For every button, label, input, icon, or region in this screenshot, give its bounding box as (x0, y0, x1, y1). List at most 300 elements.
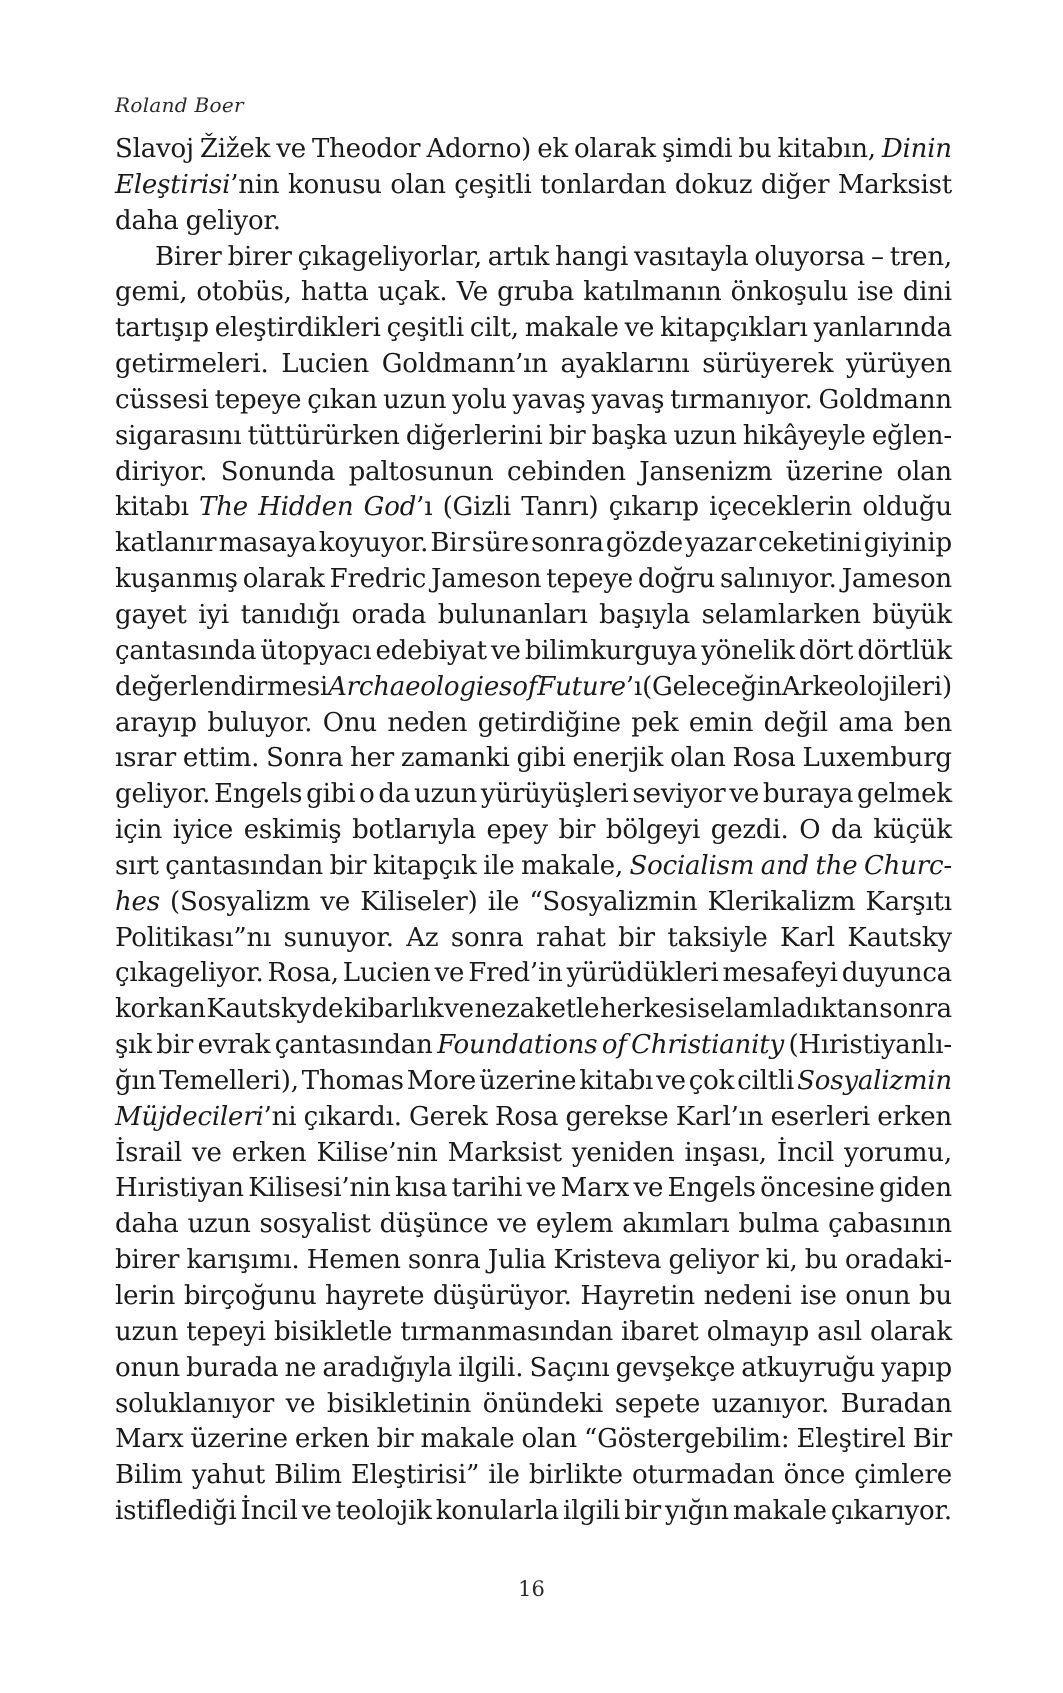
word (540, 168, 666, 204)
word (838, 168, 952, 204)
word (488, 1458, 519, 1494)
word (406, 419, 543, 455)
word (537, 670, 642, 706)
text-run: gayet (115, 599, 187, 630)
word (483, 1387, 603, 1423)
word (667, 921, 767, 957)
text-run: bulma (738, 1209, 820, 1240)
text-run: ve (491, 635, 521, 666)
word (864, 526, 952, 562)
text-line (115, 240, 952, 276)
text-line (115, 992, 952, 1028)
text-line (115, 1243, 952, 1279)
word (344, 992, 443, 1028)
word (352, 813, 476, 849)
text-run: Goldmann (818, 384, 952, 415)
text-run: Kilisesi’nin (248, 1173, 391, 1204)
italic-text: Hidden (258, 492, 354, 523)
word (854, 1458, 952, 1494)
text-line (115, 741, 952, 777)
text-run: koyuyor. (318, 528, 429, 559)
text-run: Bir (430, 528, 470, 559)
text-run: Slavoj (115, 134, 194, 164)
word (846, 347, 952, 383)
text-line (115, 1136, 952, 1172)
text-run: Bilim (115, 1460, 183, 1491)
text-run: hikâyeyle (742, 420, 866, 451)
word (606, 526, 683, 562)
text-run: başıyla (599, 599, 691, 630)
word (115, 1100, 296, 1136)
word (274, 1315, 392, 1351)
word (186, 204, 281, 240)
text-run: ki, (765, 1245, 798, 1276)
text-run: geliyor (668, 1245, 759, 1276)
word (513, 383, 586, 419)
word (584, 1422, 789, 1458)
word (438, 598, 588, 634)
word (115, 1494, 236, 1530)
word (761, 849, 809, 885)
text-run: ütopyacı (260, 635, 372, 666)
text-run: Fred’in (468, 958, 563, 989)
text-run: Hayretin (580, 1281, 695, 1311)
word (328, 670, 512, 706)
word (115, 526, 216, 562)
word (330, 849, 367, 885)
text-run: çantasından (274, 1030, 433, 1061)
text-run: yürüyüşleri (480, 779, 629, 810)
text-run: çıkageliyor. (115, 958, 264, 989)
word (625, 311, 655, 347)
word (497, 1207, 527, 1243)
word (817, 1315, 862, 1351)
text-run: ile (488, 1460, 520, 1491)
text-run: Engels (667, 1173, 756, 1204)
word (435, 956, 465, 992)
word (488, 885, 519, 921)
word (378, 777, 410, 813)
text-run: getirmeleri. (115, 349, 269, 380)
text-run: zamanki (400, 743, 510, 774)
text-run: yürüdükleri (566, 958, 719, 989)
word (872, 419, 952, 455)
text-run: ğın (115, 1065, 157, 1096)
word (743, 419, 866, 455)
word (738, 132, 771, 168)
text-run: eserleri (770, 1101, 870, 1132)
word (803, 741, 952, 777)
text-line (115, 956, 952, 992)
word (284, 921, 394, 957)
word (799, 813, 820, 849)
text-run: Politikası”nı (115, 922, 272, 953)
text-run: iyi (198, 599, 229, 630)
text-run: Rosa, (267, 958, 339, 989)
text-run: de (311, 994, 344, 1025)
word (631, 1028, 784, 1064)
word (430, 526, 469, 562)
text-line (115, 670, 952, 706)
word (184, 1279, 317, 1315)
text-run: olmayıp (706, 1316, 810, 1347)
word (350, 741, 394, 777)
word (574, 132, 656, 168)
text-run: ve (320, 886, 351, 917)
text-run: giden (879, 1173, 952, 1204)
text-run: hayrete (325, 1281, 425, 1311)
word (115, 956, 264, 992)
text-run: uçak. (377, 277, 448, 308)
word (199, 490, 248, 526)
text-run: çantasında (115, 635, 257, 666)
text-run: ibaret (621, 1316, 699, 1347)
text-run: olarak (869, 1316, 952, 1347)
text-run: yanlarında (813, 313, 952, 344)
word (701, 634, 794, 670)
word (786, 455, 883, 491)
word (606, 813, 700, 849)
word (215, 311, 381, 347)
text-run: eylem (535, 1209, 614, 1240)
text-run: mesafeyi (722, 958, 838, 989)
word (879, 1171, 952, 1207)
text-run: yavaş (591, 384, 665, 415)
word (862, 490, 952, 526)
text-line (115, 1458, 952, 1494)
text-run: Arkeolojileri) (781, 671, 952, 702)
text-run: getirdiğine (477, 707, 621, 738)
word (343, 956, 431, 992)
word (241, 598, 340, 634)
text-run: Marksist (837, 169, 952, 200)
word (866, 885, 952, 921)
word (632, 777, 725, 813)
word (844, 1136, 952, 1172)
text-run: nedeni (703, 1281, 792, 1311)
word (349, 455, 494, 491)
word (845, 1243, 952, 1279)
running-header-author: Roland Boer (115, 93, 244, 117)
text-run: gibi (516, 743, 566, 774)
word (304, 1100, 402, 1136)
text-run: tepeye (214, 384, 302, 415)
word (707, 1315, 809, 1351)
text-run: ne (284, 1352, 317, 1383)
text-run: Karl (780, 922, 835, 953)
word (780, 921, 835, 957)
word (805, 1243, 838, 1279)
word (741, 1351, 875, 1387)
text-run: çeşitli (386, 313, 464, 344)
word (243, 562, 325, 598)
text-run: Kristeva (553, 1245, 662, 1276)
word (495, 1100, 558, 1136)
text-run: çıkardı. (303, 1101, 402, 1132)
word (782, 670, 952, 706)
text-run: büyük (872, 599, 952, 630)
word (186, 1351, 278, 1387)
text-run: olan (521, 1424, 577, 1455)
word (115, 1279, 175, 1315)
word (704, 1279, 792, 1315)
word (919, 1279, 952, 1315)
word (879, 992, 952, 1028)
text-run: da (378, 779, 411, 810)
word (407, 1064, 476, 1100)
text-run: Goldmann’ın (381, 349, 548, 380)
text-run: olan (896, 456, 952, 487)
word (656, 1064, 686, 1100)
word (390, 168, 445, 204)
text-run: konusu (288, 169, 382, 200)
text-run: gezdi. (710, 815, 789, 846)
text-run: tırmanıyor. (670, 384, 813, 415)
word (115, 813, 162, 849)
word (580, 1279, 695, 1315)
word (115, 311, 209, 347)
text-run: masaya (218, 528, 317, 559)
text-run: ceketini (758, 528, 862, 559)
text-run: bir (624, 1496, 661, 1527)
text-run: Kiliseler) (360, 886, 478, 917)
text-run: kitabı (579, 1065, 654, 1096)
text-run: çıkarıyor. (830, 1496, 952, 1527)
text-run: daha (115, 205, 179, 236)
text-line (115, 1207, 952, 1243)
text-run: tonlardan (540, 169, 667, 200)
word (115, 1387, 274, 1423)
word (433, 1279, 572, 1315)
word (873, 813, 952, 849)
text-run: Sonra (266, 743, 344, 774)
word (838, 706, 893, 742)
word (799, 634, 853, 670)
word (497, 275, 574, 311)
text-line (115, 311, 952, 347)
text-run: çok (688, 1065, 735, 1096)
word (320, 885, 350, 921)
text-run: küçük (873, 815, 952, 846)
text-run: Lucien (281, 349, 370, 380)
text-run: önkoşulu (730, 277, 848, 308)
text-run: dini (902, 277, 952, 308)
text-line (115, 598, 952, 634)
word (536, 1207, 613, 1243)
word (322, 1351, 452, 1387)
text-run: tanıdığı (240, 599, 340, 630)
text-run: ve (497, 1209, 527, 1240)
word (558, 813, 595, 849)
text-run: makale (420, 1424, 515, 1455)
text-run: değerlendirmesi (115, 671, 329, 702)
text-run: ve (276, 134, 306, 164)
text-run: sigarasını (115, 420, 242, 451)
word (841, 1387, 952, 1423)
text-run: doğru (637, 564, 716, 595)
word (831, 813, 863, 849)
text-run: makale (524, 313, 619, 344)
word (857, 634, 952, 670)
word (573, 741, 664, 777)
word (689, 706, 753, 742)
word (764, 706, 828, 742)
text-run: ve (656, 1065, 686, 1096)
word (527, 1171, 557, 1207)
text-run: başka (591, 420, 668, 451)
word (198, 598, 229, 634)
text-run: yürüyen (845, 349, 952, 380)
word (572, 1136, 675, 1172)
text-run: İncil (776, 1137, 835, 1168)
word (630, 849, 755, 885)
text-run: ama (838, 707, 894, 738)
word (206, 992, 311, 1028)
text-run: önce (783, 1460, 846, 1491)
word (298, 240, 482, 276)
text-run: (Geleceğin (642, 671, 782, 702)
word (845, 1279, 910, 1315)
text-run: uzun (187, 1209, 251, 1240)
word (380, 1207, 489, 1243)
word (183, 741, 259, 777)
text-run: “Sosyalizmin (529, 886, 698, 917)
text-run: bilimkurguya (524, 635, 698, 666)
text-run: birlikte (528, 1460, 623, 1491)
text-run: kuşanmış (115, 564, 238, 595)
word (387, 311, 464, 347)
text-run: geliyor. (185, 205, 281, 236)
word (847, 921, 952, 957)
text-run: bu (918, 1281, 952, 1311)
word (479, 1064, 576, 1100)
text-run: karışımı. (186, 1245, 300, 1276)
word (797, 1064, 952, 1100)
text-run: Kilise’nin (316, 1137, 438, 1168)
text-run: konularla (435, 1496, 559, 1527)
text-line (115, 1279, 952, 1315)
word (448, 1136, 562, 1172)
word (631, 706, 678, 742)
text-run: olduğu (862, 492, 952, 523)
word (115, 490, 189, 526)
text-run: kitabı (115, 492, 189, 523)
word (560, 347, 689, 383)
text-run: sırt (115, 850, 159, 881)
word (274, 1458, 342, 1494)
text-run: bir (558, 815, 596, 846)
word (115, 275, 187, 311)
text-run: gerekse (565, 1101, 669, 1132)
text-run: Adorno) (426, 134, 532, 164)
word (788, 1028, 952, 1064)
word (621, 1315, 699, 1351)
word (881, 1351, 952, 1387)
word (579, 1064, 653, 1100)
text-run: çantasından (165, 850, 324, 881)
text-run: artık (487, 241, 550, 272)
text-run: cilt, (469, 313, 519, 344)
text-run: ayaklarını (560, 349, 690, 380)
word (268, 956, 339, 992)
text-line (115, 275, 952, 311)
word (115, 849, 159, 885)
word (115, 132, 194, 168)
word (475, 992, 600, 1028)
word (295, 1422, 370, 1458)
word (517, 741, 566, 777)
word (281, 347, 369, 383)
word (670, 383, 812, 419)
word (115, 1064, 156, 1100)
text-run: yapıp (881, 1352, 952, 1383)
word (400, 1315, 613, 1351)
text-run: yazar (685, 528, 756, 559)
text-run: Buradan (840, 1388, 952, 1419)
text-run: için (115, 815, 163, 846)
text-run: ’ı (416, 492, 433, 523)
text-run: uzun (413, 779, 478, 810)
text-run: buraya (762, 779, 854, 810)
text-line (115, 1171, 952, 1207)
text-run: çabasının (828, 1209, 952, 1240)
text-run: ettim. (182, 743, 260, 774)
text-run: tartışıp (115, 313, 209, 344)
text-run: erken (294, 1424, 370, 1455)
text-run: Eleştirel (796, 1424, 906, 1455)
text-run: geliyor. (115, 779, 211, 810)
word (872, 598, 952, 634)
text-run: tepeyi (186, 1316, 266, 1347)
italic-text: God (363, 492, 417, 523)
word (276, 132, 306, 168)
word (115, 706, 197, 742)
word (622, 1207, 729, 1243)
text-run: duyunca (841, 958, 952, 989)
text-line (115, 347, 952, 383)
text-line (115, 1028, 952, 1064)
italic-text: Sosyalizmin (797, 1065, 952, 1096)
word (737, 1064, 794, 1100)
text-run: evrak (197, 1030, 271, 1061)
word (697, 992, 879, 1028)
text-run: hatta (300, 277, 369, 308)
text-run: sürüyerek (702, 349, 834, 380)
text-run: dört (798, 635, 854, 666)
text-run: ve (526, 1173, 557, 1204)
text-run: korkan (115, 994, 206, 1025)
text-run: bisikletle (273, 1316, 393, 1347)
text-run: Thomas (301, 1065, 404, 1096)
text-run: burada (186, 1352, 279, 1383)
italic-text: hes (115, 886, 160, 917)
text-line (115, 813, 952, 849)
word (383, 383, 446, 419)
word (115, 1207, 179, 1243)
text-run: sonra (407, 1245, 481, 1276)
text-line (115, 132, 952, 168)
text-run: yönelik (701, 635, 795, 666)
word (437, 1028, 597, 1064)
word (188, 1207, 251, 1243)
word (431, 562, 541, 598)
text-run: erken (877, 1101, 952, 1132)
word (481, 777, 629, 813)
text-run: lerin (115, 1281, 176, 1311)
word (561, 1171, 629, 1207)
text-run: İncil (240, 1496, 298, 1527)
text-run: rahat (536, 922, 606, 953)
